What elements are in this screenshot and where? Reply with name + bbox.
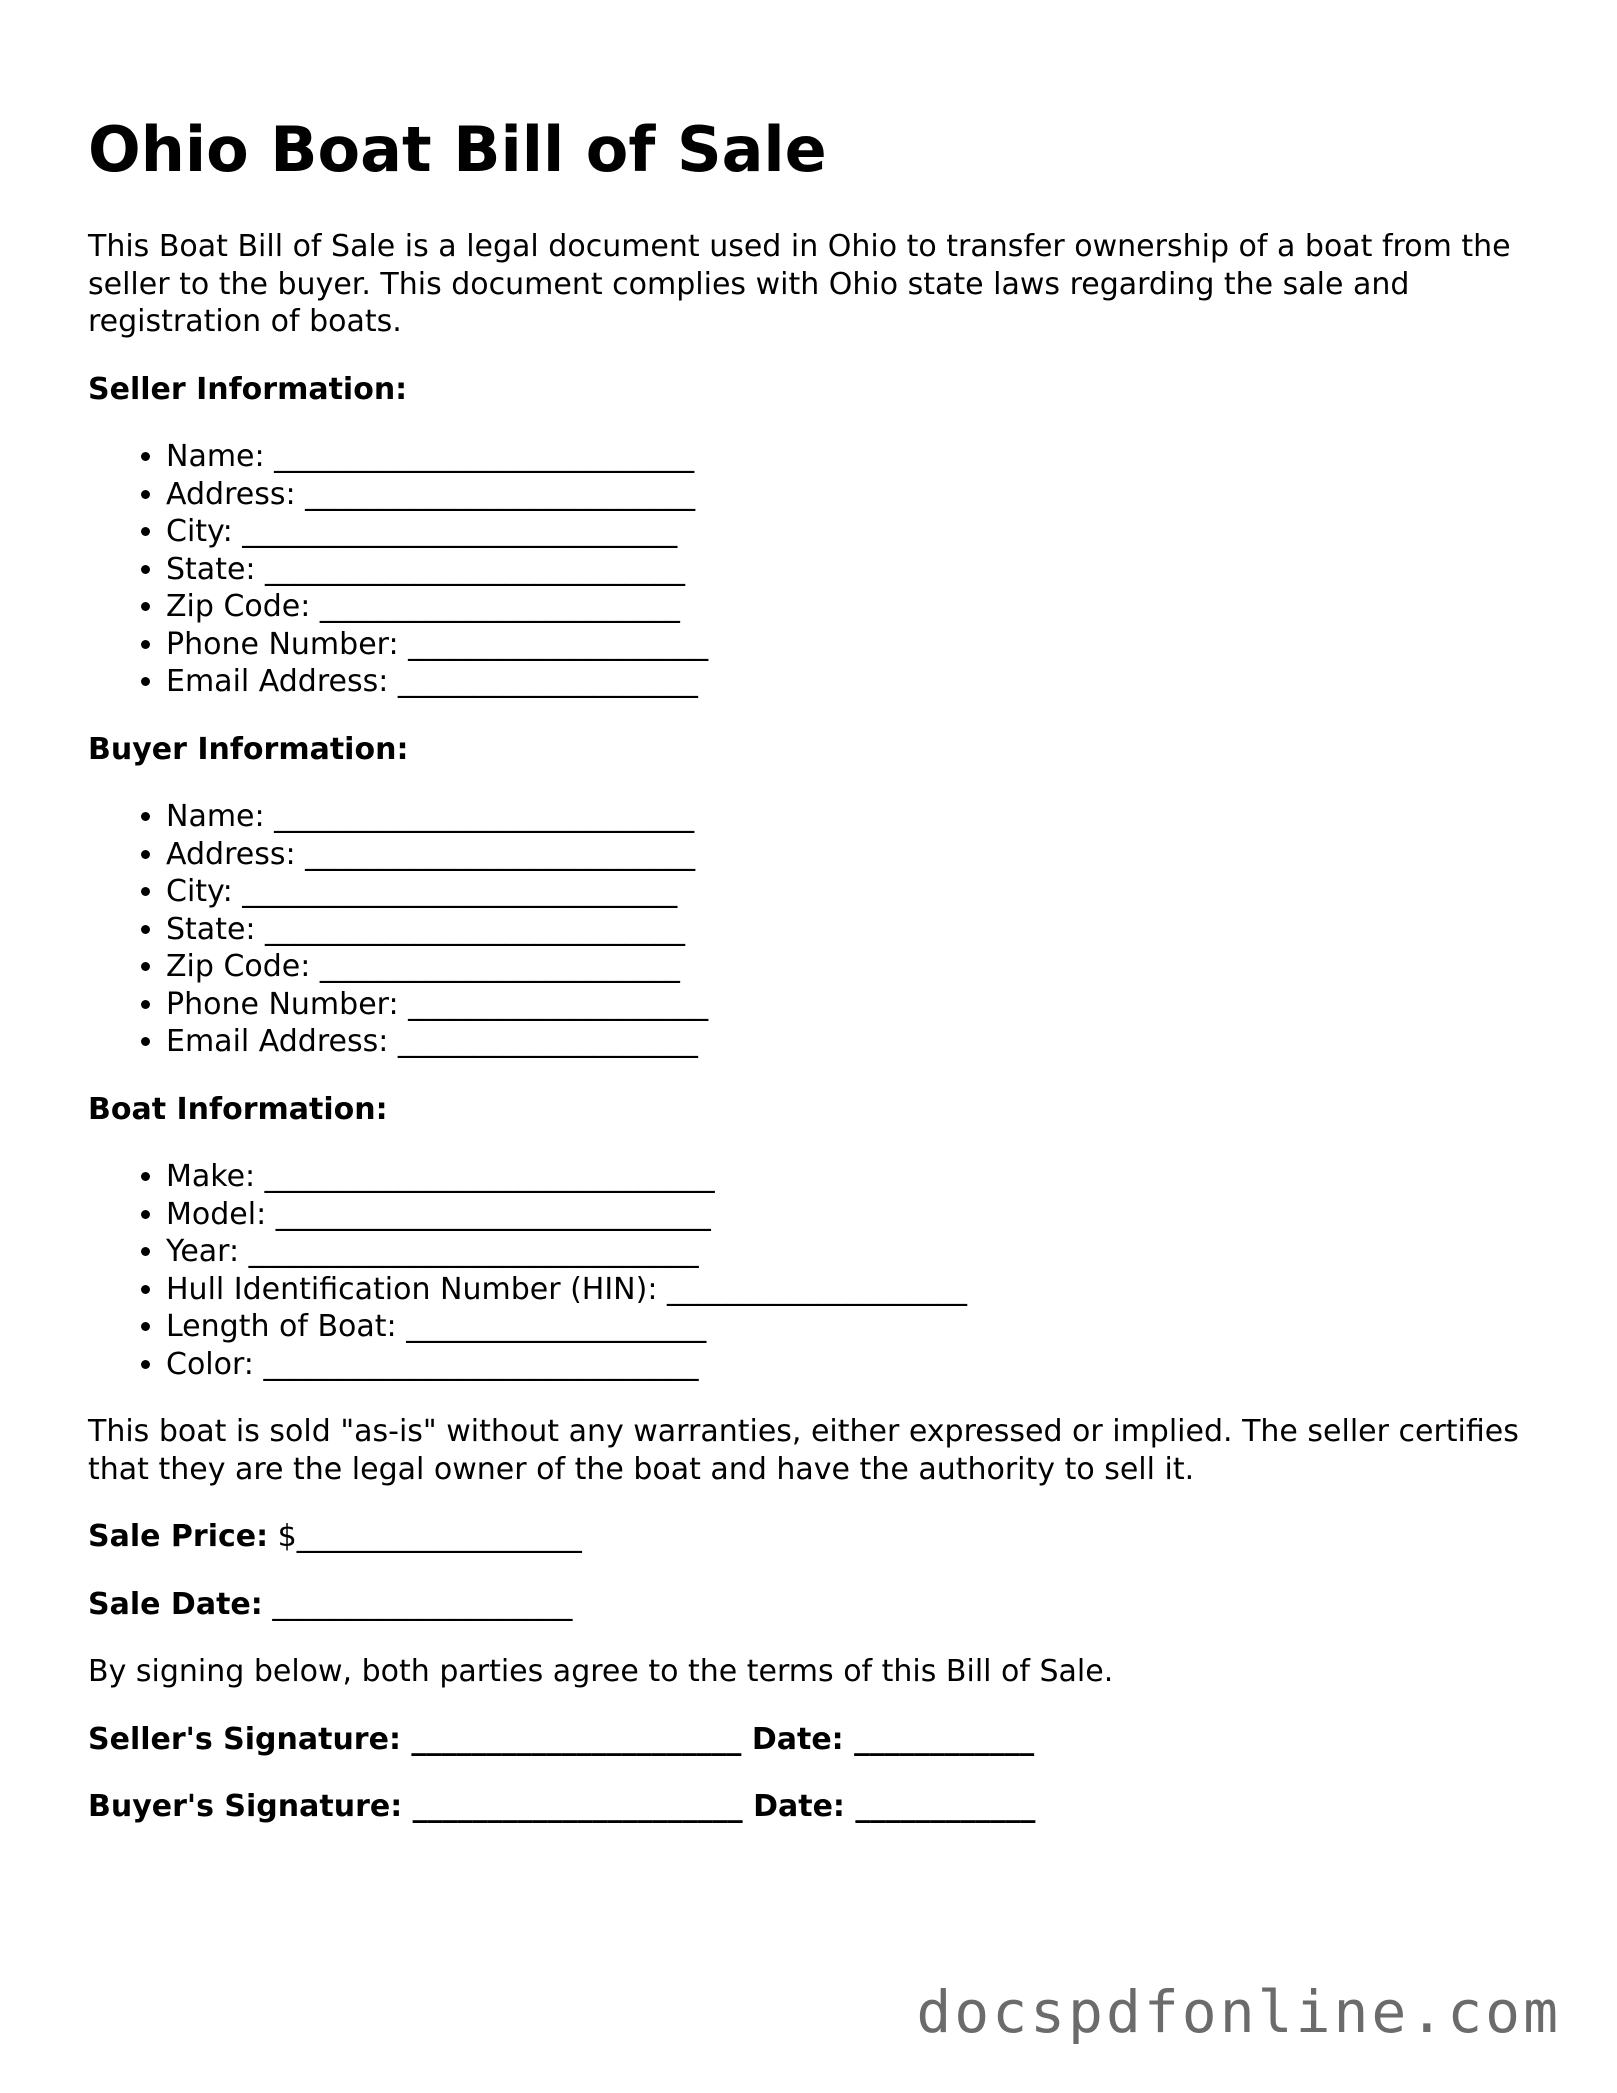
boat-length-field: • Length of Boat: ____________________ [166, 1308, 1528, 1346]
seller-name-field: • Name: ____________________________ [166, 438, 1528, 476]
sale-price-blank: $___________________ [277, 1519, 582, 1554]
seller-city-field: • City: _____________________________ [166, 513, 1528, 551]
sale-date-label: Sale Date: [88, 1586, 263, 1622]
boat-color-field: • Color: _____________________________ [166, 1346, 1528, 1384]
site-watermark: docspdfonline.com [916, 1978, 1561, 2046]
buyer-email-field: • Email Address: ____________________ [166, 1023, 1528, 1061]
as-is-disclaimer: This boat is sold "as-is" without any warranties, either expressed or implied. The seller certifies that they are the legal owner of the boat and have the authority to sell it. [88, 1414, 1519, 1487]
boat-make-field: • Make: ______________________________ [166, 1158, 1528, 1196]
seller-signature-line: Seller's Signature: ______________________ Date: ____________ [88, 1721, 1035, 1757]
sale-price-label: Sale Price: [88, 1519, 269, 1554]
seller-email-field: • Email Address: ____________________ [166, 663, 1528, 701]
buyer-name-field: • Name: ____________________________ [166, 798, 1528, 836]
sale-date-line [88, 1586, 1528, 1624]
boat-year-field: • Year: ______________________________ [166, 1233, 1528, 1271]
seller-section-heading: Seller Information: [88, 371, 408, 407]
buyer-city-field: • City: _____________________________ [166, 873, 1528, 911]
sale-price-line [88, 1518, 1528, 1556]
document-page [88, 112, 1528, 1826]
buyer-field-list [88, 798, 1528, 1061]
seller-field-list [88, 438, 1528, 701]
agreement-statement: By signing below, both parties agree to the terms of this Bill of Sale. [88, 1654, 1114, 1689]
seller-phone-field: • Phone Number: ____________________ [166, 626, 1528, 664]
seller-zip-field: • Zip Code: ________________________ [166, 588, 1528, 626]
boat-hin-field: • Hull Identification Number (HIN): ____________________ [166, 1271, 1528, 1309]
intro-paragraph: This Boat Bill of Sale is a legal document used in Ohio to transfer ownership of a boat from the seller to the buyer. This document complies with Ohio state laws regarding the sale and registration of boats. [88, 229, 1511, 339]
boat-model-field: • Model: _____________________________ [166, 1196, 1528, 1234]
buyer-section-heading: Buyer Information: [88, 731, 409, 767]
boat-field-list [88, 1158, 1528, 1383]
boat-section-heading: Boat Information: [88, 1091, 388, 1127]
seller-address-field: • Address: __________________________ [166, 476, 1528, 514]
buyer-state-field: • State: ____________________________ [166, 911, 1528, 949]
document-title: Ohio Boat Bill of Sale [88, 113, 827, 186]
buyer-zip-field: • Zip Code: ________________________ [166, 948, 1528, 986]
seller-state-field: • State: ____________________________ [166, 551, 1528, 589]
buyer-signature-line: Buyer's Signature: ______________________ Date: ____________ [88, 1789, 1036, 1824]
buyer-address-field: • Address: __________________________ [166, 836, 1528, 874]
buyer-phone-field: • Phone Number: ____________________ [166, 986, 1528, 1024]
sale-date-blank: ____________________ [272, 1586, 573, 1622]
